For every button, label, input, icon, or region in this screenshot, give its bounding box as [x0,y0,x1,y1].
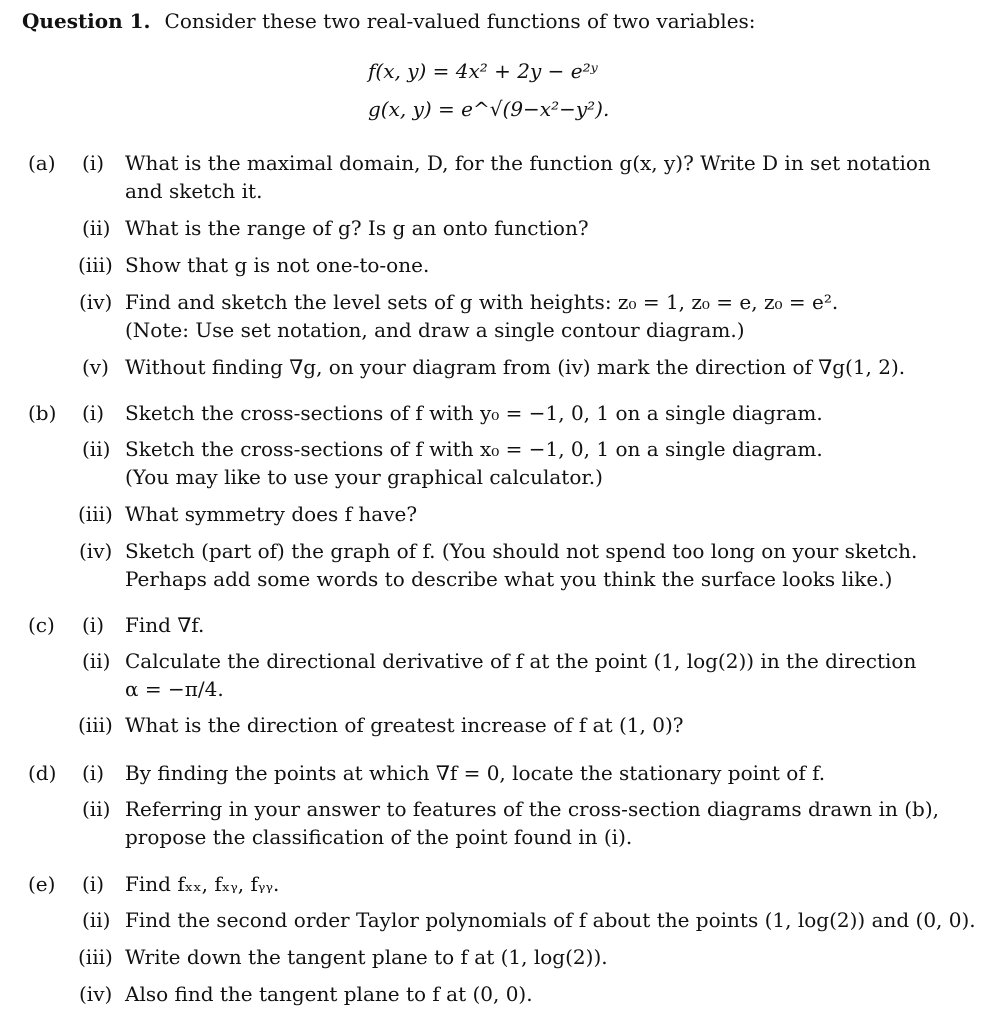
item-text: What symmetry does f have? [125,502,418,526]
equation-f: f(x, y) = 4x² + 2y − e²ʸ [368,59,598,83]
item-num: (iii) [78,713,113,737]
item-num: (i) [82,872,105,896]
item-num: (ii) [82,216,111,240]
item-text: Without finding ∇g, on your diagram from (iv) mark the direction of ∇g(1, 2). [125,355,906,379]
item-text: Sketch the cross-sections of f with y₀ = −1, 0, 1 on a single diagram. [125,401,823,425]
question-intro: Consider these two real-valued functions of two variables: [164,9,756,33]
item-text: Sketch the cross-sections of f with x₀ = −1, 0, 1 on a single diagram. [125,437,823,461]
item-text: What is the range of g? Is g an onto function? [125,216,589,240]
item-num: (iii) [78,253,113,277]
equation-g: g(x, y) = e^√(9−x²−y²). [368,97,610,121]
item-num: (iv) [79,290,113,314]
item-num: (ii) [82,437,111,461]
item-text: Referring in your answer to features of the cross-section diagrams drawn in (b), [125,797,939,821]
item-text: What is the maximal domain, D, for the function g(x, y)? Write D in set notation [125,151,931,175]
item-text: Find the second order Taylor polynomials of f about the points (1, log(2)) and (0, 0). [125,908,976,932]
item-text: (Note: Use set notation, and draw a single contour diagram.) [125,318,745,342]
item-num: (v) [82,355,109,379]
item-text: Perhaps add some words to describe what you think the surface looks like.) [125,567,893,591]
item-num: (iii) [78,945,113,969]
item-num: (i) [82,761,105,785]
item-text: Find ∇f. [125,613,205,637]
item-num: (i) [82,151,105,175]
item-text: Write down the tangent plane to f at (1, log(2)). [125,945,608,969]
item-text: α = −π/4. [125,677,224,701]
question-header [22,8,756,34]
item-num: (iv) [79,982,113,1006]
item-text: propose the classification of the point found in (i). [125,825,633,849]
item-text: Calculate the directional derivative of f at the point (1, log(2)) in the direction [125,649,917,673]
item-text: Show that g is not one-to-one. [125,253,430,277]
item-text: and sketch it. [125,179,263,203]
part-label-b: (b) [28,401,57,425]
item-text: Find fₓₓ, fₓᵧ, fᵧᵧ. [125,872,280,896]
item-num: (ii) [82,649,111,673]
item-num: (i) [82,401,105,425]
item-num: (ii) [82,908,111,932]
item-text: Also find the tangent plane to f at (0, 0). [125,982,533,1006]
item-text: Find and sketch the level sets of g with heights: z₀ = 1, z₀ = e, z₀ = e². [125,290,839,314]
item-text: By finding the points at which ∇f = 0, locate the stationary point of f. [125,761,826,785]
item-text: Sketch (part of) the graph of f. (You should not spend too long on your sketch. [125,539,918,563]
item-text: (You may like to use your graphical calculator.) [125,465,603,489]
item-num: (ii) [82,797,111,821]
part-label-a: (a) [28,151,56,175]
part-label-c: (c) [28,613,55,637]
item-num: (i) [82,613,105,637]
part-label-e: (e) [28,872,56,896]
item-num: (iv) [79,539,113,563]
item-num: (iii) [78,502,113,526]
item-text: What is the direction of greatest increase of f at (1, 0)? [125,713,684,737]
part-label-d: (d) [28,761,57,785]
question-label: Question 1. [22,9,151,33]
